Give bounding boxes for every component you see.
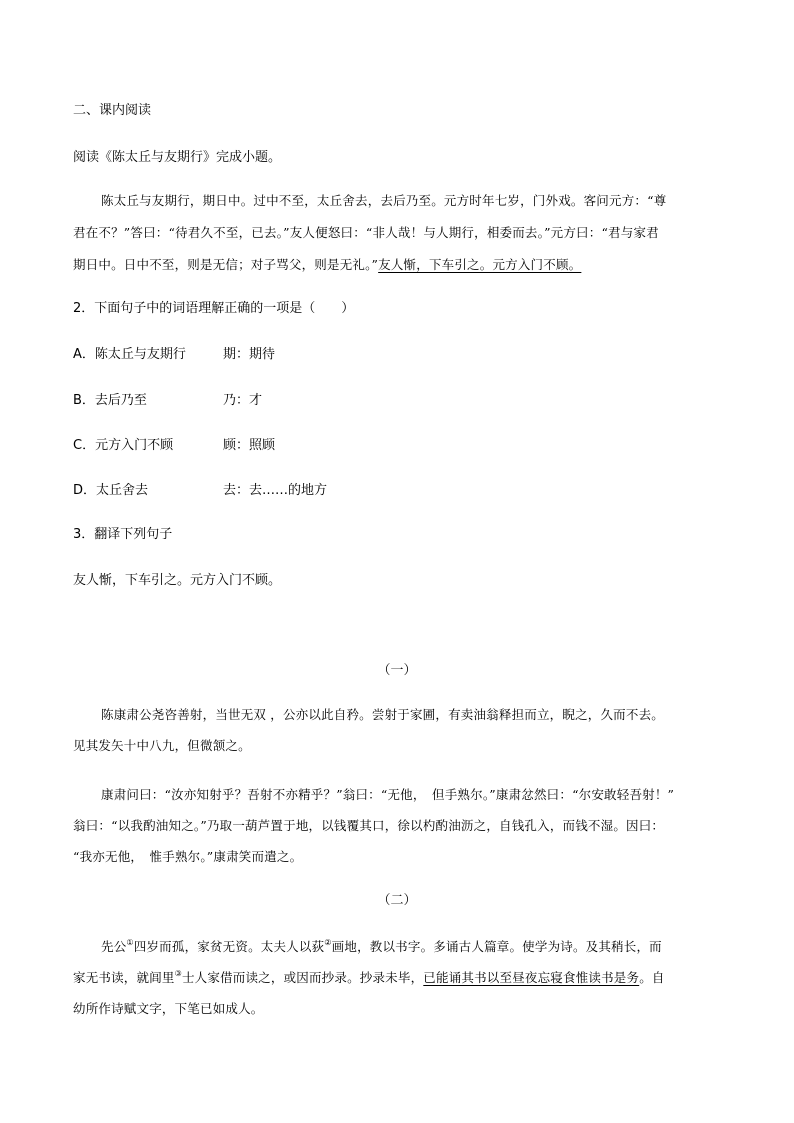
passage-text: 家无书读，就闾里 xyxy=(73,970,175,985)
section-title: 二、课内阅读 xyxy=(73,103,152,118)
passage-text: 期日中。日中不至，则是无信；对子骂父，则是无礼。” xyxy=(73,257,379,272)
passage-line: “我亦无他， 惟手熟尔。”康肃笑而遣之。 xyxy=(73,849,303,864)
option-gloss: 乃：才 xyxy=(223,393,263,408)
passage-line: 陈太丘与友期行，期日中。过中不至，太丘舍去，去后乃至。元方时年七岁，门外戏。客问元方：“尊 xyxy=(101,193,667,208)
option-gloss: 顾：照顾 xyxy=(223,438,276,453)
passage-text: 画地，教以书字。多诵古人篇章。使学为诗。及其稍长，而 xyxy=(331,939,662,954)
footnote-marker: ① xyxy=(126,937,134,947)
passage-text: 。自 xyxy=(639,970,665,985)
passage-line xyxy=(73,970,665,986)
reading-prompt: 阅读《陈太丘与友期行》完成小题。 xyxy=(73,150,282,165)
option-c[interactable] xyxy=(73,438,473,454)
passage-line: 陈康肃公尧咨善射，当世无双 ，公亦以此自矜。尝射于家圃，有卖油翁释担而立，睨之，久而不去。 xyxy=(101,707,664,722)
passage-line xyxy=(101,939,662,955)
question-2-stem: 2．下面句子中的词语理解正确的一项是（ ） xyxy=(73,301,355,316)
part-2-heading: （二） xyxy=(377,893,417,908)
option-text: C．元方入门不顾 xyxy=(73,438,174,453)
option-b[interactable] xyxy=(73,393,473,409)
passage-line: 翁曰：“以我酌油知之。”乃取一葫芦置于地，以钱覆其口，徐以杓酌油沥之，自钱孔入，而钱不湿。因曰： xyxy=(73,818,665,833)
underlined-sentence: 友人惭，下车引之。元方入门不顾。 xyxy=(378,257,582,272)
question-3-stem: 3．翻译下列句子 xyxy=(73,527,173,542)
option-text: D．太丘舍去 xyxy=(73,483,149,498)
passage-text: 四岁而孤，家贫无资。太夫人以荻 xyxy=(133,939,325,954)
passage-line xyxy=(73,257,581,273)
passage-line: 康肃问曰：“汝亦知射乎？吾射不亦精乎？”翁曰：“无他， 但手熟尔。”康肃忿然曰：“尔安敢轻吾射！” xyxy=(101,787,675,802)
passage-line: 君在不？”答曰：“待君久不至，已去。”友人便怒曰：“非人哉！与人期行，相委而去。”元方曰：“君与家君 xyxy=(73,225,659,240)
option-gloss: 去：去……的地方 xyxy=(223,483,328,498)
footnote-marker: ② xyxy=(324,937,332,947)
option-a[interactable] xyxy=(73,347,473,363)
option-d[interactable] xyxy=(73,483,473,499)
passage-line: 见其发矢十中八九，但微颔之。 xyxy=(73,738,251,753)
part-1-heading: （一） xyxy=(377,663,417,678)
passage-text: 士人家借而读之，或因而抄录。抄录未毕， xyxy=(181,970,424,985)
option-text: B．去后乃至 xyxy=(73,393,147,408)
option-text: A．陈太丘与友期行 xyxy=(73,347,186,362)
question-3-sentence: 友人惭，下车引之。元方入门不顾。 xyxy=(73,573,282,588)
passage-line: 幼所作诗赋文字，下笔已如成人。 xyxy=(73,1001,264,1016)
passage-text: 先公 xyxy=(101,939,127,954)
option-gloss: 期：期待 xyxy=(223,347,276,362)
footnote-marker: ③ xyxy=(174,968,182,978)
underlined-sentence: 已能诵其书以至昼夜忘寝食惟读书是务 xyxy=(423,970,640,985)
